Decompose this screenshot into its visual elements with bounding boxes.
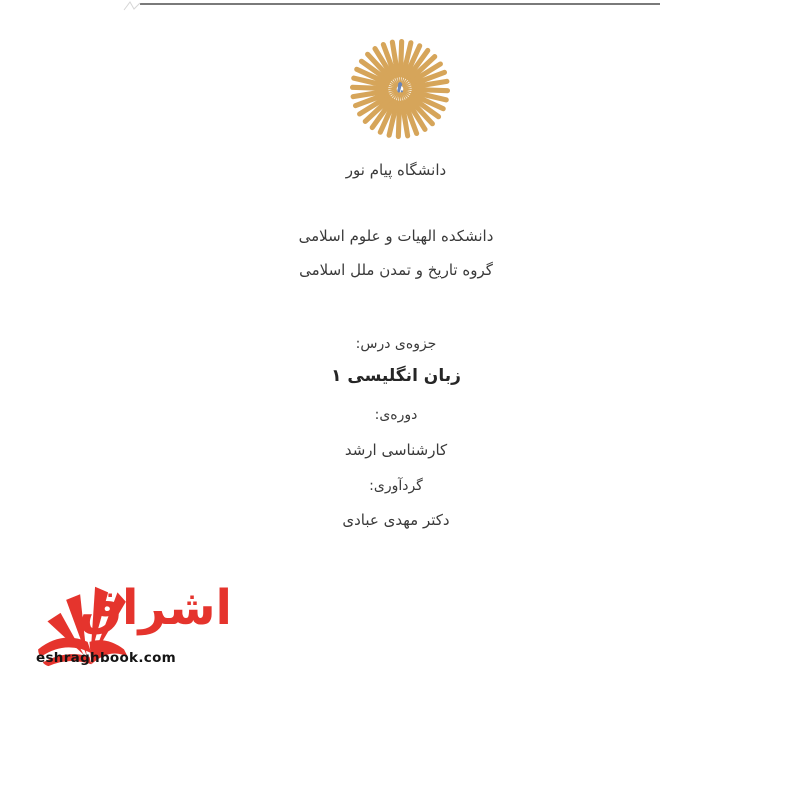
department-name: گروه تاریخ و تمدن ملل اسلامی xyxy=(299,261,493,279)
eshragh-wordmark: اشراق xyxy=(79,580,232,636)
degree-name: کارشناسی ارشد xyxy=(344,441,448,459)
booklet-type-label: جزوه‌ی درس: xyxy=(355,336,437,352)
university-name: دانشگاه پیام نور xyxy=(345,161,447,179)
eshragh-site-url: eshraghbook.com xyxy=(36,650,177,666)
compiler-label: گردآوری: xyxy=(369,478,423,494)
faculty-name: دانشکده الهیات و علوم اسلامی xyxy=(298,227,494,245)
pen-mark xyxy=(122,0,142,12)
sunburst-icon xyxy=(340,28,460,150)
eshragh-watermark xyxy=(34,578,234,676)
top-rule xyxy=(140,3,660,5)
compiler-name: دکتر مهدی عبادی xyxy=(342,511,450,529)
course-title: زبان انگلیسی ۱ xyxy=(331,366,461,386)
university-logo xyxy=(340,28,460,150)
degree-label: دوره‌ی: xyxy=(374,407,418,423)
